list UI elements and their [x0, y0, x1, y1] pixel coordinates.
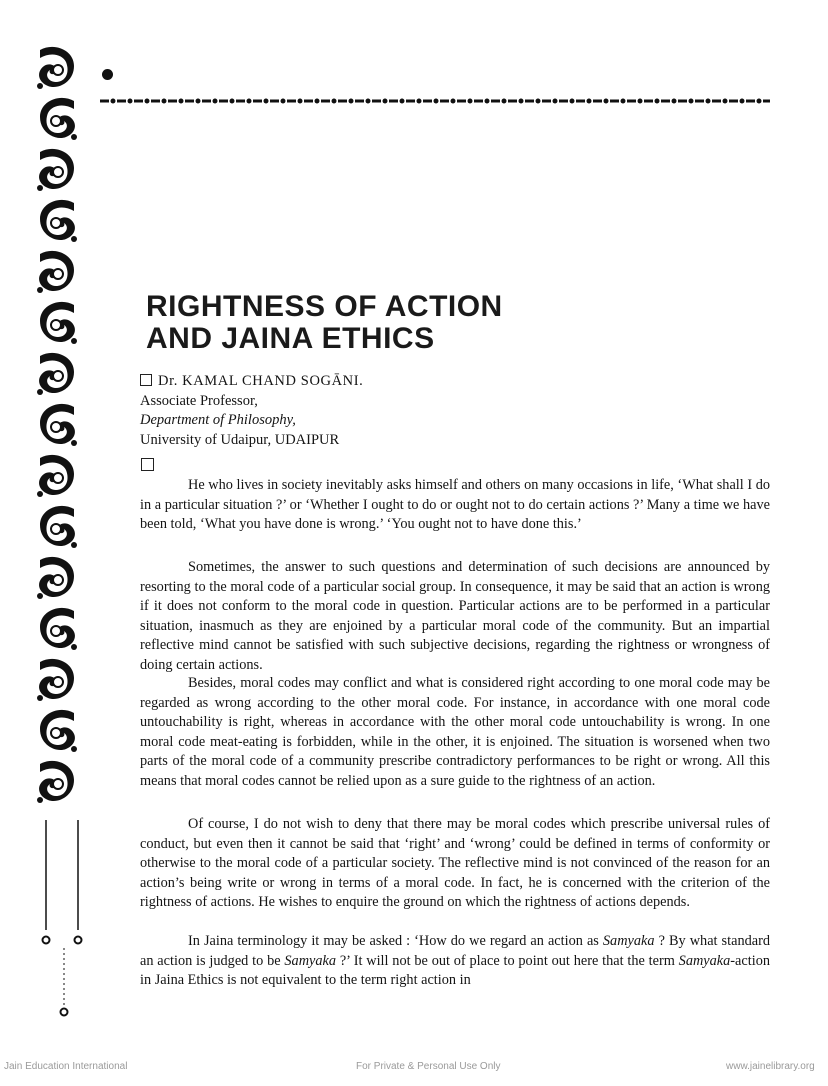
- rule-dot: [417, 99, 422, 104]
- body-paragraph: [140, 476, 770, 535]
- rule-dash: [457, 100, 466, 103]
- rule-dash: [729, 100, 738, 103]
- italic-term: Samyaka: [284, 952, 337, 969]
- paisley-motif: [40, 404, 77, 446]
- rule-dot: [145, 99, 150, 104]
- rule-dash: [576, 100, 585, 103]
- rule-dot: [230, 99, 235, 104]
- rule-dot: [162, 99, 167, 104]
- rule-dot: [621, 99, 626, 104]
- rule-dash: [627, 100, 636, 103]
- rule-dot: [740, 99, 745, 104]
- rule-dot: [604, 99, 609, 104]
- checkbox-square-icon: [140, 374, 152, 386]
- paisley-motif: [40, 302, 77, 344]
- paragraph-text: ?’ It will not be out of place to point out here that the term: [336, 952, 679, 969]
- paisley-motif: [40, 98, 77, 140]
- rule-dot: [196, 99, 201, 104]
- rule-dash: [542, 100, 551, 103]
- rule-dash: [644, 100, 653, 103]
- paisley-motif: [40, 608, 77, 650]
- footer-usage-note: For Private & Personal Use Only: [356, 1061, 501, 1072]
- ornament-dot: [102, 69, 113, 80]
- rule-dot: [128, 99, 133, 104]
- paisley-motif: [40, 200, 77, 242]
- rule-dot: [264, 99, 269, 104]
- rule-dot: [315, 99, 320, 104]
- rule-dot: [281, 99, 286, 104]
- rule-dot: [570, 99, 575, 104]
- rule-dot: [179, 99, 184, 104]
- rule-dot: [400, 99, 405, 104]
- paragraph-text: Besides, moral codes may conflict and what is considered right according to one moral code may be regarded as wrong according to the other moral code. For instance, in accordance with one moral code untouchability is right, whereas in accordance with the other moral code untouchability is wrong. In one moral code meat-eating is forbidden, while in the other, it is enjoined. The situation is worsened when two parts of the moral code of a community prescribe contradictory performances to be right or wrong. All this means that moral codes cannot be relied upon as a sure guide to the rightness of an action.: [140, 675, 770, 789]
- author-position: Associate Professor,: [140, 392, 258, 409]
- paisley-motif: [37, 149, 74, 191]
- rule-dash: [423, 100, 432, 103]
- rule-dot: [757, 99, 762, 104]
- rule-dot: [502, 99, 507, 104]
- paisley-motif: [37, 557, 74, 599]
- rule-dot: [111, 99, 116, 104]
- rule-dash: [678, 100, 687, 103]
- rule-dash: [406, 100, 415, 103]
- paisley-motif: [37, 761, 74, 803]
- rule-dash: [117, 100, 126, 103]
- article-title-line-1: RIGHTNESS OF ACTION: [146, 290, 503, 323]
- rule-dot: [366, 99, 371, 104]
- paragraph-text: He who lives in society inevitably asks himself and others on many occasions in life, ‘What shall I do in a particular situation ?’ or ‘Whether I ought to do or ought not to do certain actions ?’ Many a time we have been told, ‘What you have done is wrong.’ ‘You ought not to have done this.’: [140, 477, 770, 533]
- body-paragraph: [140, 932, 770, 991]
- rule-dash: [304, 100, 313, 103]
- rule-dash: [236, 100, 245, 103]
- rule-dash: [746, 100, 755, 103]
- paisley-motif: [37, 455, 74, 497]
- rule-dash: [474, 100, 483, 103]
- rule-dash: [610, 100, 619, 103]
- paisley-motif: [37, 659, 74, 701]
- rule-dot: [519, 99, 524, 104]
- rule-dash: [440, 100, 449, 103]
- rule-dash: [338, 100, 347, 103]
- rule-dot: [638, 99, 643, 104]
- paisley-border-ornament: [34, 40, 80, 810]
- paisley-motif: [37, 47, 74, 89]
- paragraph-text: In Jaina terminology it may be asked : ‘How do we regard an action as: [188, 933, 603, 949]
- paisley-motif: [40, 710, 77, 752]
- author-name: Dr. KAMAL CHAND SOGĀNI.: [158, 373, 364, 389]
- paragraph-text: ? By what standard an action is judged to be: [140, 933, 770, 969]
- margin-line-ornament: [38, 820, 98, 1020]
- italic-term: Samyaka: [602, 933, 655, 949]
- rule-dash: [763, 100, 770, 103]
- rule-dash: [508, 100, 517, 103]
- rule-dash: [355, 100, 364, 103]
- rule-dash: [559, 100, 568, 103]
- rule-dash: [661, 100, 670, 103]
- rule-dot: [451, 99, 456, 104]
- decorative-dash-rule: [100, 97, 770, 105]
- rule-dash: [593, 100, 602, 103]
- author-university: University of Udaipur, UDAIPUR: [140, 431, 340, 448]
- rule-dash: [525, 100, 534, 103]
- rule-dot: [723, 99, 728, 104]
- rule-dash: [151, 100, 160, 103]
- rule-dot: [213, 99, 218, 104]
- author-byline: [140, 372, 363, 450]
- rule-dot: [672, 99, 677, 104]
- rule-dash: [253, 100, 262, 103]
- footer-website[interactable]: www.jainelibrary.org: [726, 1061, 815, 1072]
- paragraph-text: -action in Jaina Ethics is not equivalent to the term right action in: [140, 952, 770, 989]
- rule-dash: [372, 100, 381, 103]
- rule-dash: [712, 100, 721, 103]
- paisley-motif: [37, 251, 74, 293]
- rule-dash: [202, 100, 211, 103]
- rule-dot: [587, 99, 592, 104]
- rule-dot: [434, 99, 439, 104]
- rule-dot: [655, 99, 660, 104]
- italic-term: Samyaka: [678, 952, 731, 969]
- rule-dash: [389, 100, 398, 103]
- body-paragraph: [140, 815, 770, 913]
- rule-dash: [287, 100, 296, 103]
- rule-dot: [536, 99, 541, 104]
- rule-dash: [134, 100, 143, 103]
- body-paragraph: [140, 674, 770, 792]
- rule-dash: [219, 100, 228, 103]
- rule-dash: [100, 100, 109, 103]
- paisley-motif: [40, 506, 77, 548]
- rule-dot: [553, 99, 558, 104]
- rule-dot: [383, 99, 388, 104]
- rule-dash: [185, 100, 194, 103]
- rule-dash: [491, 100, 500, 103]
- rule-dot: [349, 99, 354, 104]
- rule-dot: [298, 99, 303, 104]
- article-title-line-2: AND JAINA ETHICS: [146, 322, 435, 355]
- paisley-motif: [37, 353, 74, 395]
- paragraph-text: Of course, I do not wish to deny that there may be moral codes which prescribe universal rules of conduct, but even then it cannot be said that ‘right’ and ‘wrong’ could be defined in terms of conformity or otherwise to the moral code of a particular society. The reflective mind is not convinced of the reason for an action’s being write or wrong in terms of a moral code. In fact, he is concerned with the criterion of the rightness of actions. He wishes to enquire the ground on which the rightness of actions depends.: [140, 816, 770, 911]
- rule-dot: [247, 99, 252, 104]
- rule-dot: [468, 99, 473, 104]
- rule-dash: [321, 100, 330, 103]
- body-paragraph: [140, 558, 770, 676]
- author-department: Department of Philosophy,: [140, 412, 296, 428]
- rule-dot: [706, 99, 711, 104]
- rule-dash: [695, 100, 704, 103]
- rule-dot: [332, 99, 337, 104]
- rule-dash: [270, 100, 279, 103]
- rule-dash: [168, 100, 177, 103]
- paragraph-text: Sometimes, the answer to such questions and determination of such decisions are announced by resorting to the moral code of a particular social group. In consequence, it may be said that an action is wrong if it does not conform to the moral code in question. Particular actions are to be performed in a particular situation, inasmuch as they are enjoined by a particular moral code of the community. But an impartial reflective mind cannot be satisfied with such subjective decisions, regarding the rightness or wrongness of doing certain actions.: [140, 559, 770, 673]
- square-bullet-icon: [141, 457, 160, 475]
- footer-publisher: Jain Education International: [4, 1061, 128, 1072]
- rule-dot: [485, 99, 490, 104]
- rule-dot: [689, 99, 694, 104]
